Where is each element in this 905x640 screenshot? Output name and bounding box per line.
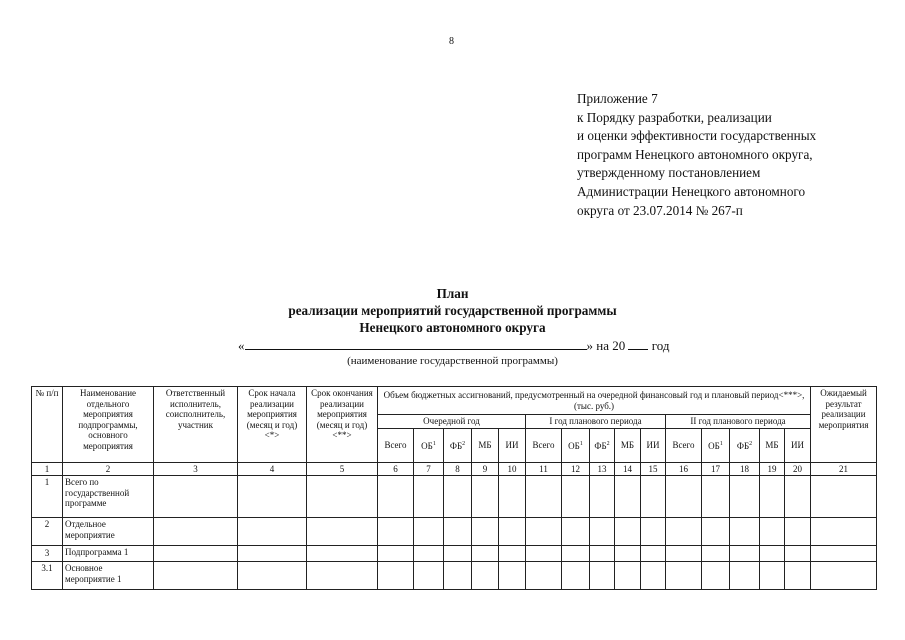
- row-name: Отдельное мероприятие: [63, 518, 154, 546]
- column-number: 15: [641, 462, 666, 476]
- column-number: 6: [378, 462, 414, 476]
- sub-ob: $ОБ^1$: [702, 428, 730, 462]
- sub-mb: МБ: [615, 428, 641, 462]
- column-number: 11: [526, 462, 562, 476]
- row-number: 3: [32, 546, 63, 562]
- column-number: 20: [785, 462, 811, 476]
- header-name: Наименование отдельного мероприятия подпрограммы, основного мероприятия: [63, 387, 154, 463]
- appendix-line: к Порядку разработки, реализации: [577, 109, 772, 125]
- program-name-caption: (наименование государственной программы): [347, 355, 558, 367]
- appendix-line: Администрации Ненецкого автономного: [577, 183, 806, 199]
- column-number: 3: [154, 462, 238, 476]
- column-number: 19: [760, 462, 785, 476]
- program-year-prefix: » на 20: [586, 338, 626, 353]
- column-number: 10: [499, 462, 526, 476]
- sub-ii: ИИ: [641, 428, 666, 462]
- column-number: 4: [238, 462, 307, 476]
- row-name: Всего по государственной программе: [63, 476, 154, 518]
- sub-mb: МБ: [472, 428, 499, 462]
- plan-table: [31, 386, 877, 590]
- header-end: Срок окончания реализации мероприятия (месяц и год) <**>: [307, 387, 378, 463]
- column-number: 16: [666, 462, 702, 476]
- column-number: 2: [63, 462, 154, 476]
- table-row: [32, 562, 877, 590]
- column-number: 7: [414, 462, 444, 476]
- column-number: 14: [615, 462, 641, 476]
- row-number: 1: [32, 476, 63, 518]
- sub-ob: $ОБ^1$: [562, 428, 590, 462]
- sub-ob: $ОБ^1$: [414, 428, 444, 462]
- table-row: [32, 476, 877, 518]
- plan-title: План: [436, 286, 469, 301]
- appendix-line: и оценки эффективности государственных: [577, 128, 817, 144]
- program-name-blank: [245, 339, 587, 350]
- column-number: 1: [32, 462, 63, 476]
- column-number: 17: [702, 462, 730, 476]
- sub-fb: $ФБ^2$: [730, 428, 760, 462]
- header-result: Ожидаемый результат реализации мероприятия: [811, 387, 877, 463]
- open-quote: «: [238, 338, 245, 353]
- header-num: № п/п: [32, 387, 63, 463]
- column-number: 8: [444, 462, 472, 476]
- header-budget: Объем бюджетных ассигнований, предусмотренный на очередной финансовый год и плановый период<***>, (тыс. руб.): [378, 387, 811, 415]
- sub-total: Всего: [378, 428, 414, 462]
- sub-total: Всего: [526, 428, 562, 462]
- header-period-1: I год планового периода: [526, 415, 666, 429]
- appendix-line: Приложение 7: [577, 91, 658, 106]
- year-word: год: [651, 338, 670, 353]
- plan-subtitle-region: Ненецкого автономного округа: [359, 320, 546, 335]
- year-blank: [628, 339, 648, 350]
- program-name-line: [238, 338, 669, 354]
- header-start: Срок начала реализации мероприятия (месяц и год) <*>: [238, 387, 307, 463]
- row-name: Основное мероприятие 1: [63, 562, 154, 590]
- column-number: 5: [307, 462, 378, 476]
- plan-subtitle: реализации мероприятий государственной программы: [288, 303, 617, 318]
- column-number: 12: [562, 462, 590, 476]
- row-name: Подпрограмма 1: [63, 546, 154, 562]
- page-number: 8: [449, 36, 454, 47]
- header-responsible: Ответственный исполнитель, соисполнитель, участник: [154, 387, 238, 463]
- header-period-current: Очередной год: [378, 415, 526, 429]
- column-number-row: [32, 462, 877, 476]
- appendix-block: [577, 90, 877, 220]
- column-number: 9: [472, 462, 499, 476]
- sub-mb: МБ: [760, 428, 785, 462]
- sub-ii: ИИ: [785, 428, 811, 462]
- appendix-line: утвержденному постановлением: [577, 165, 761, 181]
- sub-fb: $ФБ^2$: [590, 428, 615, 462]
- table-row: [32, 518, 877, 546]
- column-number: 13: [590, 462, 615, 476]
- sub-fb: $ФБ^2$: [444, 428, 472, 462]
- sub-ii: ИИ: [499, 428, 526, 462]
- header-period-2: II год планового периода: [666, 415, 811, 429]
- table-row: [32, 546, 877, 562]
- column-number: 21: [811, 462, 877, 476]
- appendix-line: округа от 23.07.2014 № 267-п: [577, 202, 743, 218]
- column-number: 18: [730, 462, 760, 476]
- row-number: 3.1: [32, 562, 63, 590]
- row-number: 2: [32, 518, 63, 546]
- appendix-line: программ Ненецкого автономного округа,: [577, 146, 813, 162]
- sub-total: Всего: [666, 428, 702, 462]
